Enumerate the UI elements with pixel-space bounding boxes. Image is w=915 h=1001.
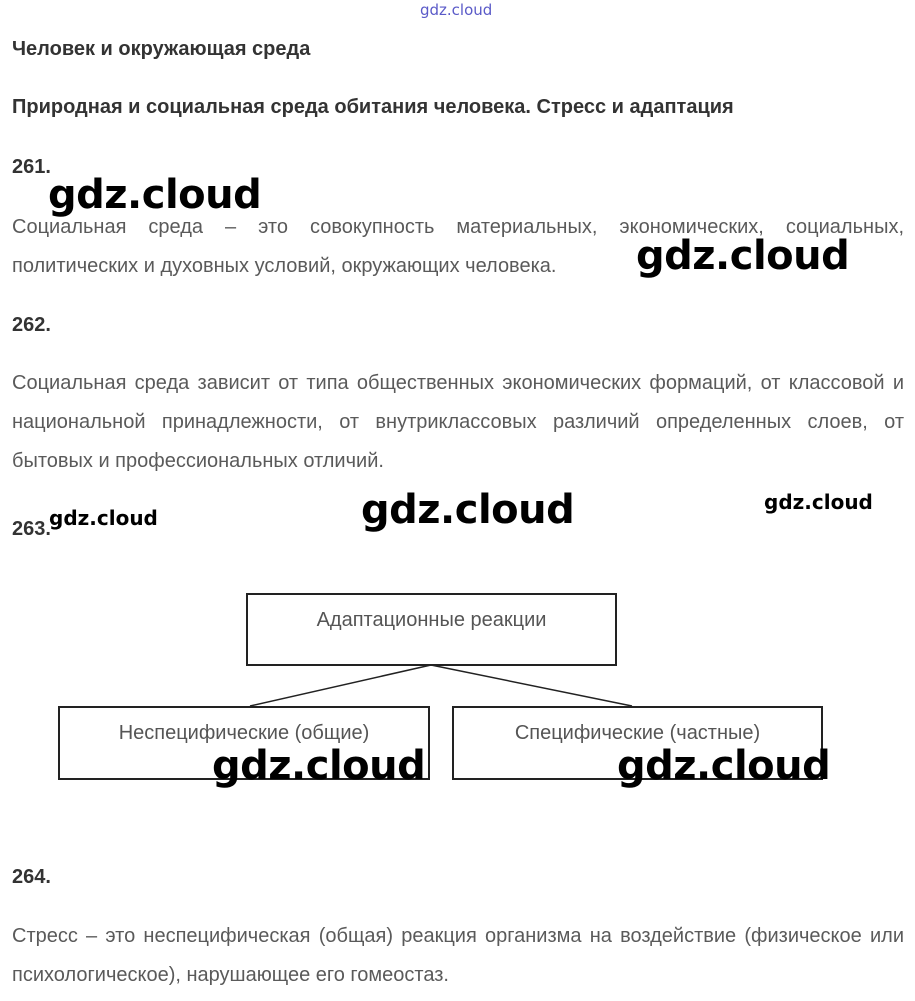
watermark: gdz.cloud: [48, 172, 262, 218]
chapter-title: Человек и окружающая среда: [12, 38, 311, 60]
task-number-264: 264.: [12, 866, 51, 888]
task-text-261: Социальная среда – это совокупность материальных, экономических, социальных, политических и духовных условий, окружающих человека.: [12, 216, 904, 277]
watermark-top: gdz.cloud: [420, 1, 493, 19]
diagram-root-label: Адаптационные реакции: [316, 609, 547, 631]
watermark: gdz.cloud: [49, 506, 158, 530]
diagram-right-label: Специфические (частные): [514, 722, 761, 744]
connector-right: [431, 665, 632, 706]
task-text-262: Социальная среда зависит от типа общественных экономических формаций, от классовой и национальной принадлежности, от внутриклассовых различий определенных слоев, от бытовых и профессиональных отличий.: [12, 372, 904, 472]
diagram-left-label: Неспецифические (общие): [118, 722, 370, 744]
task-number-263: 263.: [12, 518, 51, 540]
task-text-264: Стресс – это неспецифическая (общая) реакция организма на воздействие (физическое или психологическое), нарушающее его гомеостаз.: [12, 925, 904, 986]
watermark: gdz.cloud: [636, 233, 850, 279]
watermark: gdz.cloud: [212, 743, 426, 789]
section-title: Природная и социальная среда обитания человека. Стресс и адаптация: [12, 96, 734, 118]
watermark: gdz.cloud: [764, 490, 873, 514]
task-number-261: 261.: [12, 156, 51, 178]
diagram-root-box: [246, 593, 617, 666]
watermark: gdz.cloud: [617, 743, 831, 789]
watermark: gdz.cloud: [361, 487, 575, 533]
task-number-262: 262.: [12, 314, 51, 336]
connector-left: [250, 665, 431, 706]
